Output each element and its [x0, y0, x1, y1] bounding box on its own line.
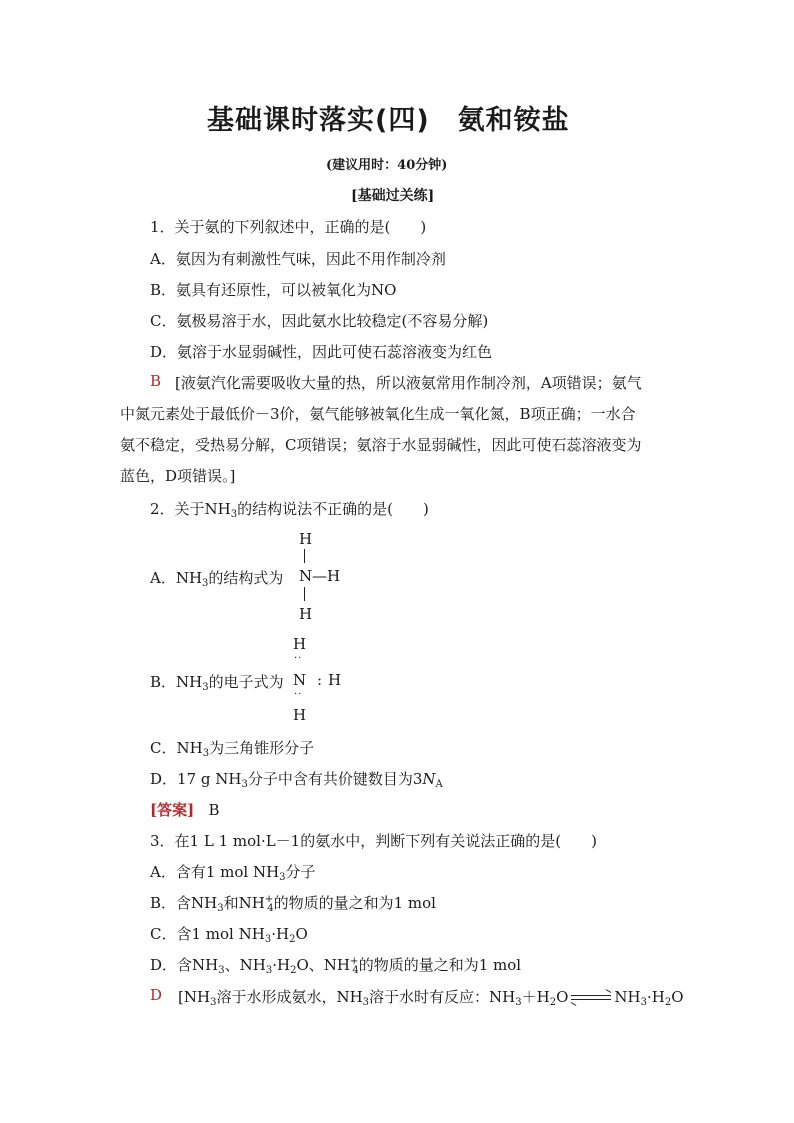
q1-option-a: A．氨因为有刺激性气味，因此不用作制冷剂 [150, 250, 446, 268]
bond-bottom [304, 587, 305, 601]
answer-label: [答案] [150, 801, 195, 819]
q3-option-c: C．含1 mol $NH_3\cdot H_2O$ [150, 925, 308, 945]
q2-option-d: D．17 g $NH_3$分子中含有共价键数目为$3N_A$ [150, 770, 443, 790]
q3-answer-letter: D [150, 986, 163, 1004]
q2-option-b: B．$NH_3$的电子式为 [150, 673, 284, 693]
bond-right-h: —H [312, 567, 341, 585]
page-title: 基础课时落实(四) 氨和铵盐 [207, 105, 570, 136]
q1-option-d: D．氨溶于水显弱碱性，因此可使石蕊溶液变为红色 [150, 343, 493, 361]
section-heading: [基础过关练] [351, 188, 435, 204]
q1-explanation-line: 蓝色，D项错误。] [120, 467, 236, 485]
q1-option-c: C．氨极易溶于水，因此氨水比较稳定(不容易分解) [150, 312, 489, 330]
q1-explanation-line: 氨不稳定，受热易分解，C项错误；氨溶于水显弱碱性，因此可使石蕊溶液变为 [120, 436, 642, 454]
q1-explanation-line: 中氮元素处于最低价－3价，氨气能够被氧化生成一氧化氮，B项正确；一水合 [120, 405, 636, 423]
atom-h-top: H [299, 530, 313, 548]
q2-stem: 2．关于$NH_3$的结构说法不正确的是( ) [150, 500, 429, 520]
answer-letter: B [208, 801, 220, 819]
q3-option-d: D．含$NH_3$、$NH_3\cdot H_2O$、$NH^+_4$的物质的量之和为1 mol [150, 956, 522, 976]
electron-dots-top: ·· [294, 653, 303, 664]
electron-dots-bottom: ·· [294, 689, 303, 700]
atom-h-bottom: H [293, 706, 307, 724]
equilibrium-arrow-icon [571, 993, 611, 1003]
electron-colon: : [317, 671, 323, 689]
q3-option-a: A．含有1 mol $NH_3$分子 [150, 863, 316, 883]
q2-option-a: A．$NH_3$的结构式为 [150, 569, 284, 589]
suggested-time: (建议用时：40分钟) [326, 158, 448, 173]
atom-n: N [293, 671, 307, 689]
atom-h-right: H [328, 671, 342, 689]
q1-answer-letter: B [150, 372, 162, 390]
q3-option-b: B．含$NH_3$和$NH^+_4$的物质的量之和为1 mol [150, 894, 436, 914]
atom-h-top: H [293, 635, 307, 653]
q2-answer [150, 799, 220, 820]
q1-explanation-line: [液氨汽化需要吸收大量的热，所以液氨常用作制冷剂，A项错误；氨气 [175, 374, 642, 392]
atom-h-bottom: H [299, 605, 313, 623]
q3-stem: 3．在1 L 1 mol·L－1的氨水中，判断下列有关说法正确的是( ) [150, 832, 597, 850]
bond-top [304, 549, 305, 563]
atom-n: N [299, 567, 313, 585]
q1-stem: 1．关于氨的下列叙述中，正确的是( ) [150, 218, 427, 236]
q3-explanation: [$NH_3$溶于水形成氨水，$NH_3$溶于水时有反应：$NH_3+H_2O$ $NH_3\cdot H_2O$ [178, 988, 684, 1008]
q1-option-b: B．氨具有还原性，可以被氧化为NO [150, 281, 397, 299]
q2-option-c: C．$NH_3$为三角锥形分子 [150, 739, 315, 759]
